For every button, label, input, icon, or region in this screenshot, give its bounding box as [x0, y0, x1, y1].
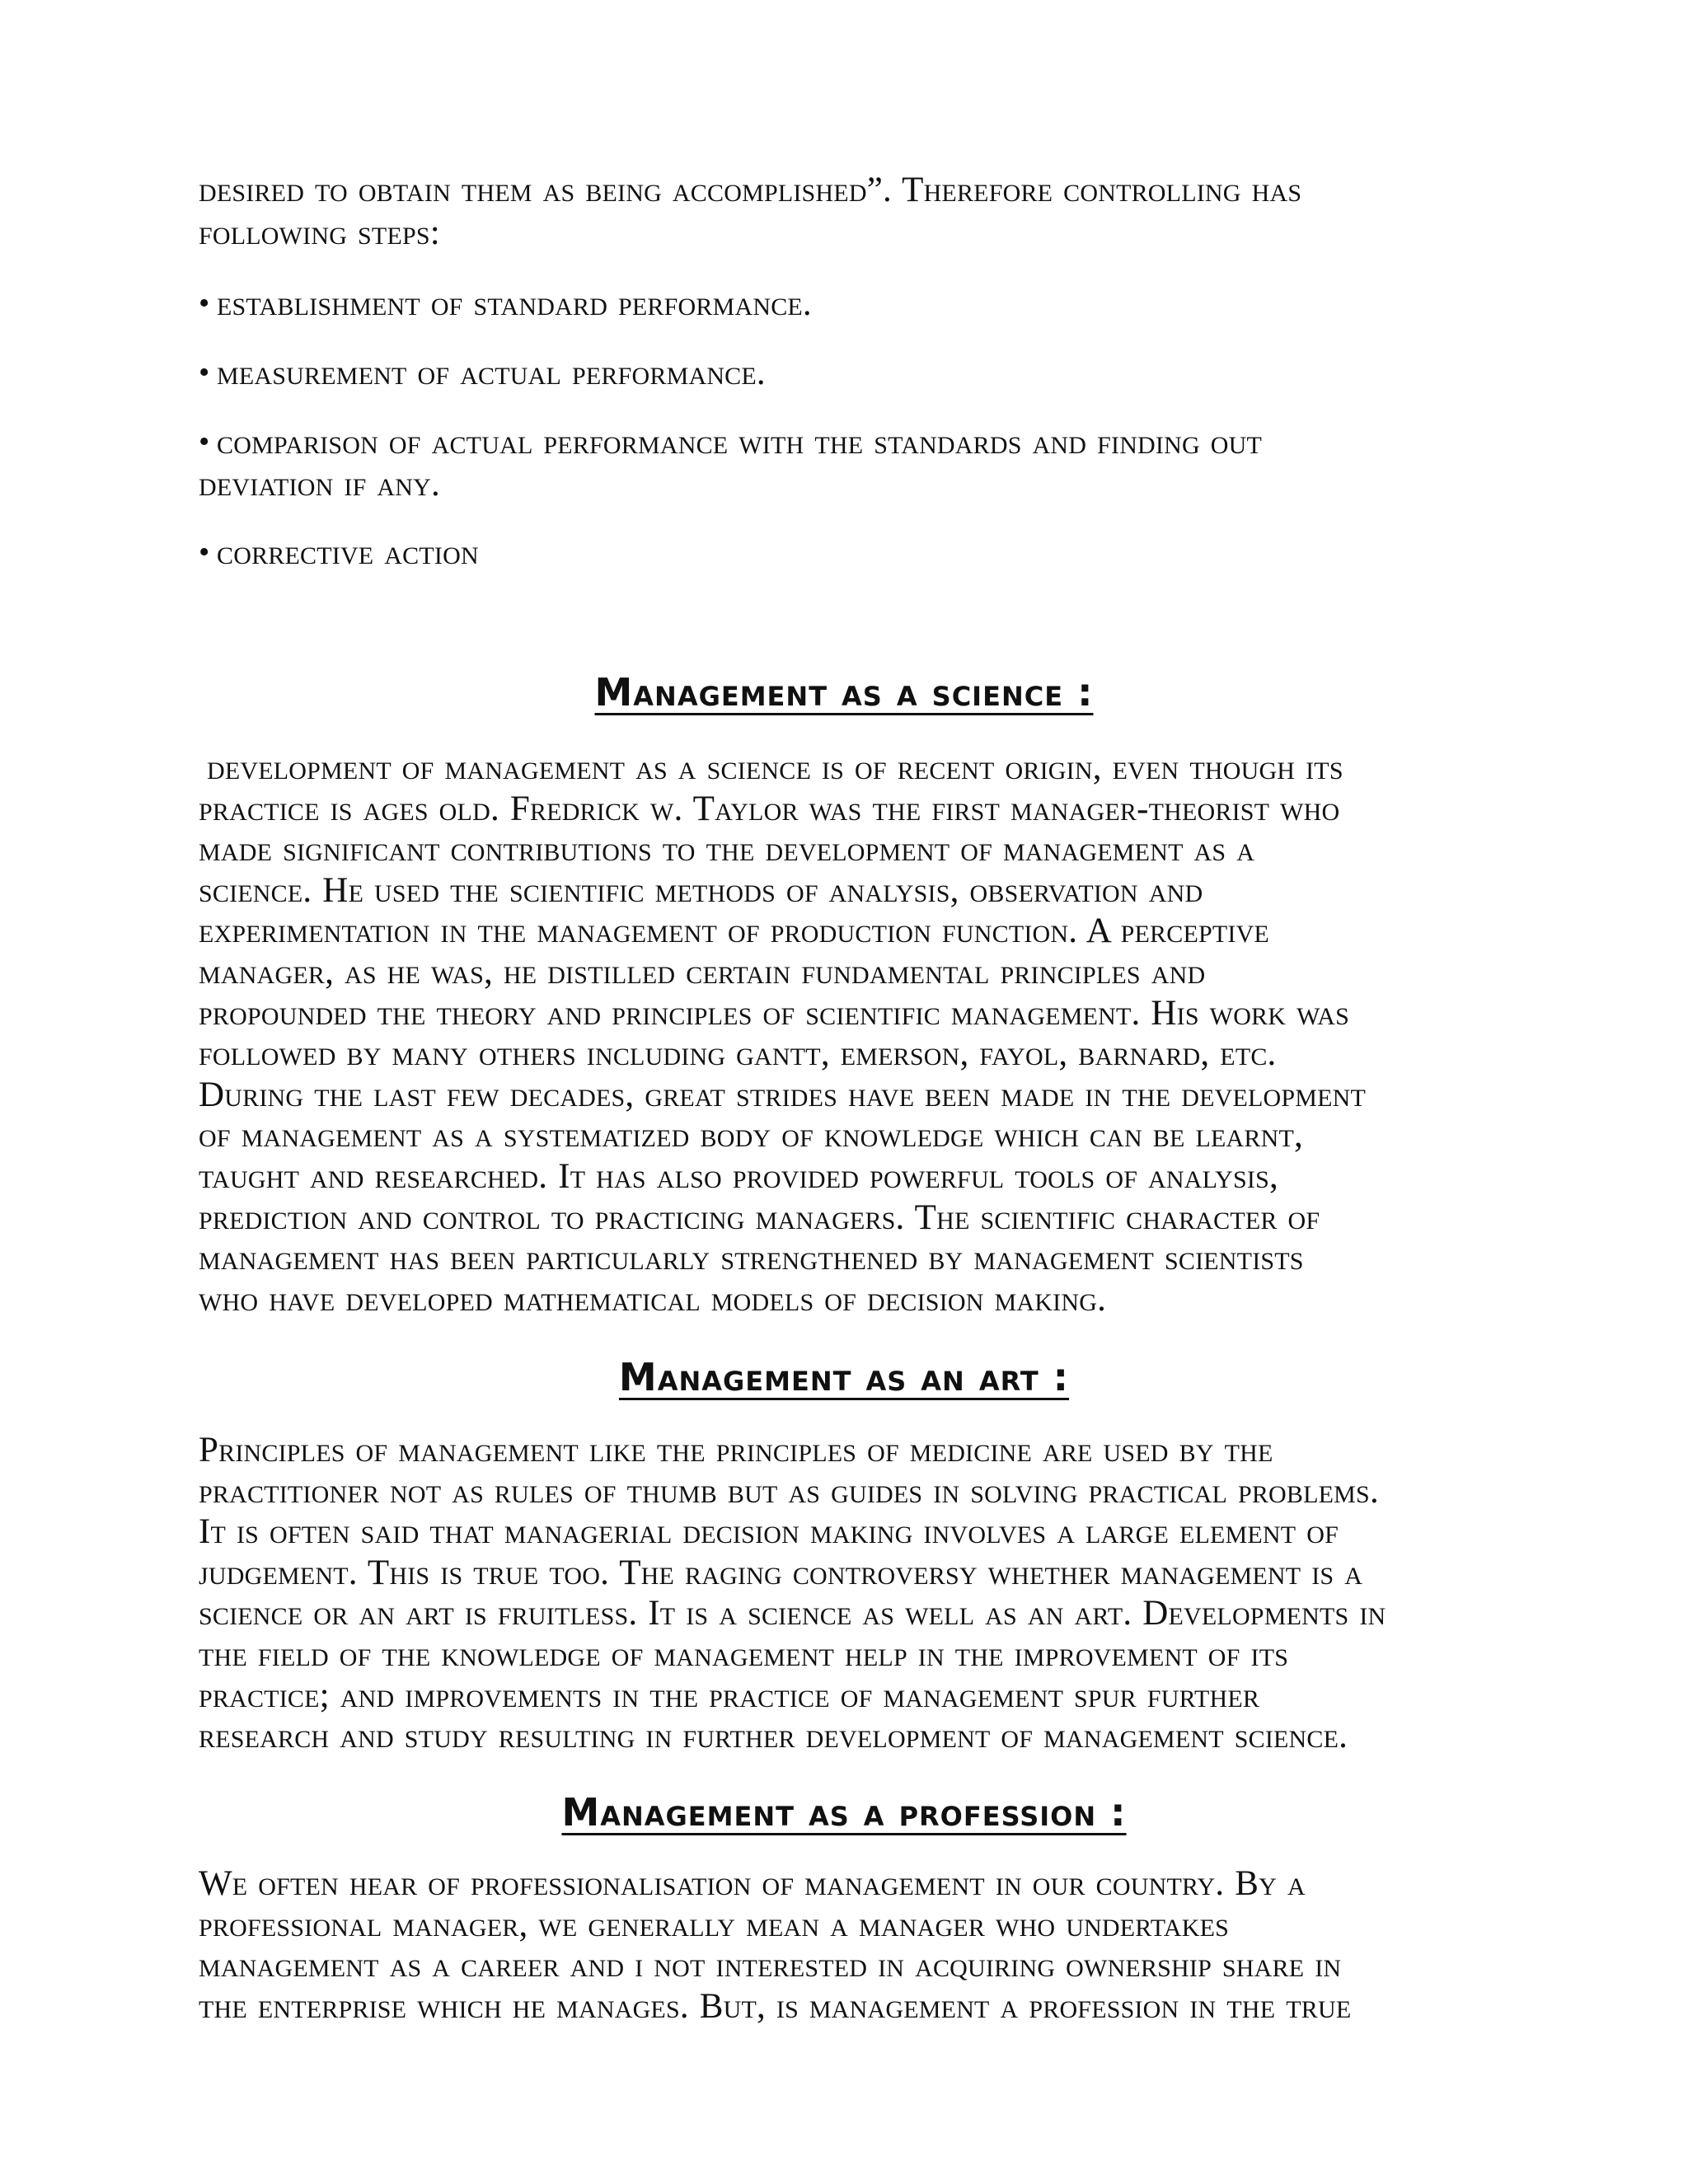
paragraph-line: During the last few decades, great strides have been made in the development	[199, 1075, 1367, 1114]
bullet-text: measurement of actual performance.	[217, 354, 766, 392]
bullet-icon: •	[199, 286, 210, 321]
paragraph-line: followed by many others including gantt, emerson, fayol, barnard, etc.	[199, 1034, 1277, 1074]
paragraph-line: development of management as a science is of recent origin, even though its	[207, 748, 1343, 787]
bullet-icon: •	[199, 424, 210, 459]
paragraph-line: practice; and improvements in the practice of management spur further	[199, 1675, 1260, 1715]
paragraph-line: made significant contributions to the development of management as a	[199, 830, 1255, 869]
section-heading-art	[0, 1355, 1688, 1399]
paragraph-line: manager, as he was, he distilled certain fundamental principles and	[199, 952, 1206, 991]
paragraph-line: We often hear of professionalisation of management in our country. By a	[199, 1864, 1306, 1903]
section-paragraph-profession	[199, 1863, 1517, 2027]
bullet-item	[199, 422, 1517, 505]
section-heading-science	[0, 670, 1688, 715]
paragraph-line: judgement. This is true too. The raging controversy whether management is a	[199, 1553, 1363, 1592]
bullet-text: corrective action	[217, 533, 479, 572]
intro-paragraph	[199, 169, 1517, 255]
paragraph-line: the field of the knowledge of management help in the improvement of its	[199, 1634, 1289, 1674]
bullet-icon: •	[199, 355, 210, 390]
section-heading-text: Management as an art :	[618, 1355, 1070, 1399]
paragraph-line: management as a career and i not interested in acquiring ownership share in	[199, 1946, 1342, 1985]
section-heading-text: Management as a science :	[594, 670, 1094, 715]
paragraph-line: professional manager, we generally mean a manager who undertakes	[199, 1905, 1229, 1944]
intro-line: following steps:	[199, 213, 440, 252]
bullet-item	[199, 532, 1517, 574]
paragraph-line: It is often said that managerial decision making involves a large element of	[199, 1512, 1339, 1552]
paragraph-line: practitioner not as rules of thumb but as guides in solving practical problems.	[199, 1471, 1379, 1511]
bullet-icon: •	[199, 535, 210, 569]
section-paragraph-science	[199, 748, 1517, 1319]
paragraph-line: propounded the theory and principles of scientific management. His work was	[199, 993, 1350, 1033]
bullet-item	[199, 284, 1517, 326]
bullet-text: comparison of actual performance with the standards and finding out	[217, 423, 1263, 462]
paragraph-line: research and study resulting in further development of management science.	[199, 1717, 1348, 1756]
paragraph-line: experimentation in the management of production function. A perceptive	[199, 912, 1269, 951]
paragraph-line: Principles of management like the principles of medicine are used by the	[199, 1431, 1273, 1469]
section-heading-profession	[0, 1790, 1688, 1835]
paragraph-line: management has been particularly strengthened by management scientists	[199, 1239, 1304, 1278]
paragraph-line: of management as a systematized body of knowledge which can be learnt,	[199, 1116, 1303, 1155]
paragraph-line: who have developed mathematical models of decision making.	[199, 1279, 1107, 1319]
bullet-text: establishment of standard performance.	[217, 284, 812, 323]
paragraph-line: taught and researched. It has also provided powerful tools of analysis,	[199, 1156, 1278, 1196]
intro-line: desired to obtain them as being accomplished”. Therefore controlling has	[199, 171, 1302, 209]
paragraph-line: prediction and control to practicing managers. The scientific character of	[199, 1197, 1320, 1237]
paragraph-line: practice is ages old. Fredrick w. Taylor was the first manager-theorist who	[199, 789, 1340, 828]
bullet-text-continuation: deviation if any.	[199, 465, 440, 504]
paragraph-line: the enterprise which he manages. But, is management a profession in the true	[199, 1986, 1352, 2026]
bullet-item	[199, 353, 1517, 395]
section-paragraph-art	[199, 1430, 1517, 1757]
section-heading-text: Management as a profession :	[561, 1790, 1127, 1835]
paragraph-line: science. He used the scientific methods of analysis, observation and	[199, 870, 1203, 910]
paragraph-line: science or an art is fruitless. It is a science as well as an art. Developments in	[199, 1594, 1386, 1633]
